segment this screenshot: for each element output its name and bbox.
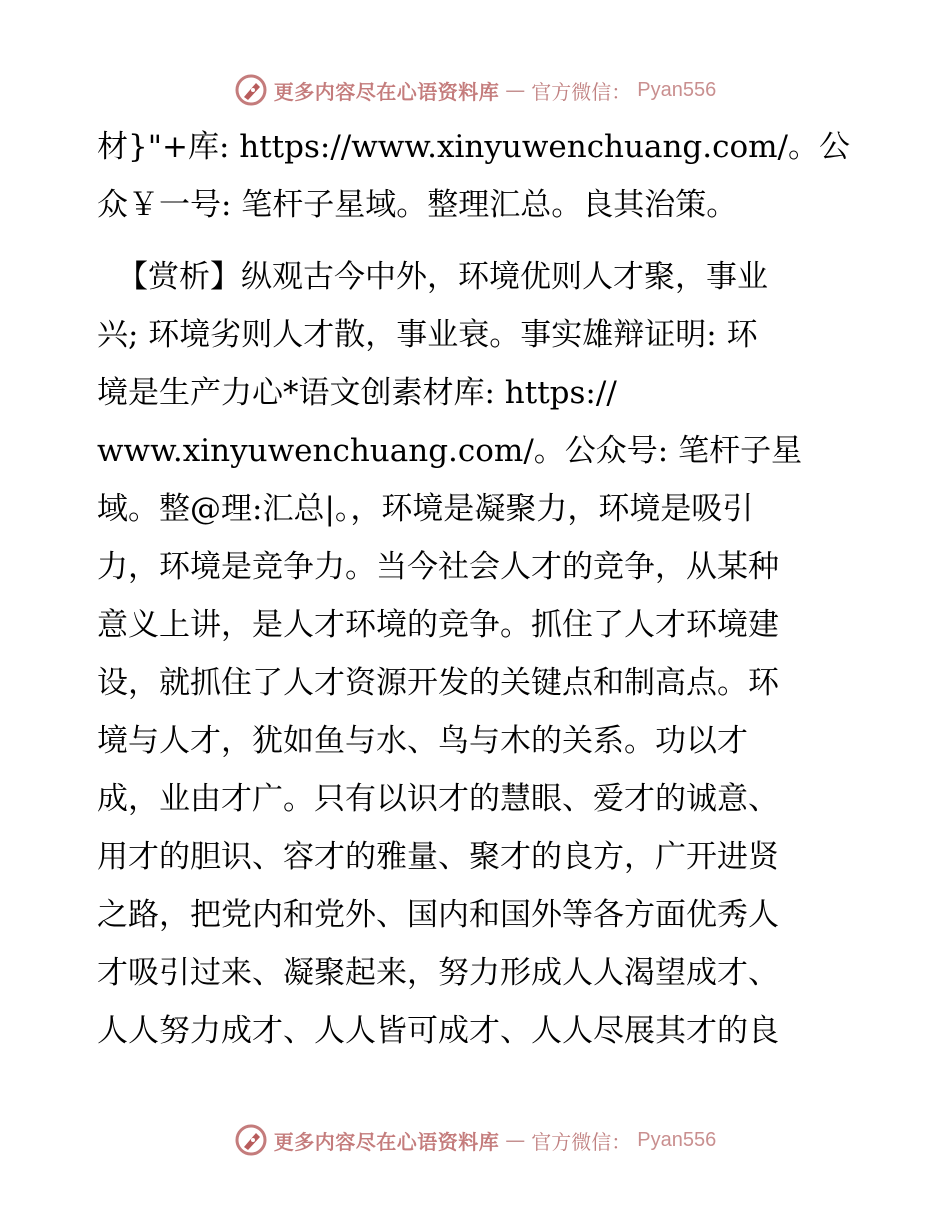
- pen-nib-circle-icon: [234, 1123, 268, 1157]
- text-line: 力，环境是竞争力。当今社会人才的竞争，从某种: [97, 549, 779, 585]
- banner-wechat-label: 官方微信：: [531, 79, 632, 104]
- text-line: 人人努力成才、人人皆可成才、人人尽展其才的良: [97, 1013, 779, 1049]
- banner-separator: —: [505, 78, 526, 102]
- text-line: 成，业由才广。只有以识才的慧眼、爱才的诚意、: [97, 781, 779, 817]
- banner-title: 更多内容尽在心语资料库: [273, 79, 500, 104]
- text-line: 众￥一号: 笔杆子星域。整理汇总。良其治策。: [97, 187, 738, 223]
- text-line: 域。整@理:汇总|。，环境是凝聚力，环境是吸引: [97, 491, 754, 527]
- text-line: 才吸引过来、凝聚起来，努力形成人人渴望成才、: [97, 955, 779, 991]
- text-line: 用才的胆识、容才的雅量、聚才的良方，广开进贤: [97, 839, 779, 875]
- text-line: 意义上讲，是人才环境的竞争。抓住了人才环境建: [97, 607, 779, 643]
- text-line: www.xinyuwenchuang.com/。公众号: 笔杆子星: [97, 433, 803, 469]
- banner-wechat-id: Pyan556: [637, 1128, 717, 1151]
- pen-nib-circle-icon: [234, 73, 268, 107]
- banner-wechat-label: 官方微信：: [531, 1129, 632, 1154]
- document-body: [97, 118, 857, 1060]
- text-line: 之路，把党内和党外、国内和国外等各方面优秀人: [97, 897, 779, 933]
- banner-title: 更多内容尽在心语资料库: [273, 1129, 500, 1154]
- text-line: 【赏析】纵观古今中外，环境优则人才聚，事业: [117, 259, 768, 295]
- banner-wechat-id: Pyan556: [637, 78, 717, 101]
- text-line: 材}"+库: https://www.xinyuwenchuang.com/。公: [97, 129, 850, 165]
- text-line: 境与人才，犹如鱼与水、鸟与木的关系。功以才: [97, 723, 748, 759]
- header-banner: [0, 70, 950, 110]
- text-line: 兴; 环境劣则人才散，事业衰。事实雄辩证明: 环: [97, 317, 758, 353]
- text-line: 境是生产力心*语文创素材库: https://: [97, 375, 617, 411]
- banner-separator: —: [505, 1128, 526, 1152]
- text-line: 设，就抓住了人才资源开发的关键点和制高点。环: [97, 665, 779, 701]
- footer-banner: [0, 1120, 950, 1160]
